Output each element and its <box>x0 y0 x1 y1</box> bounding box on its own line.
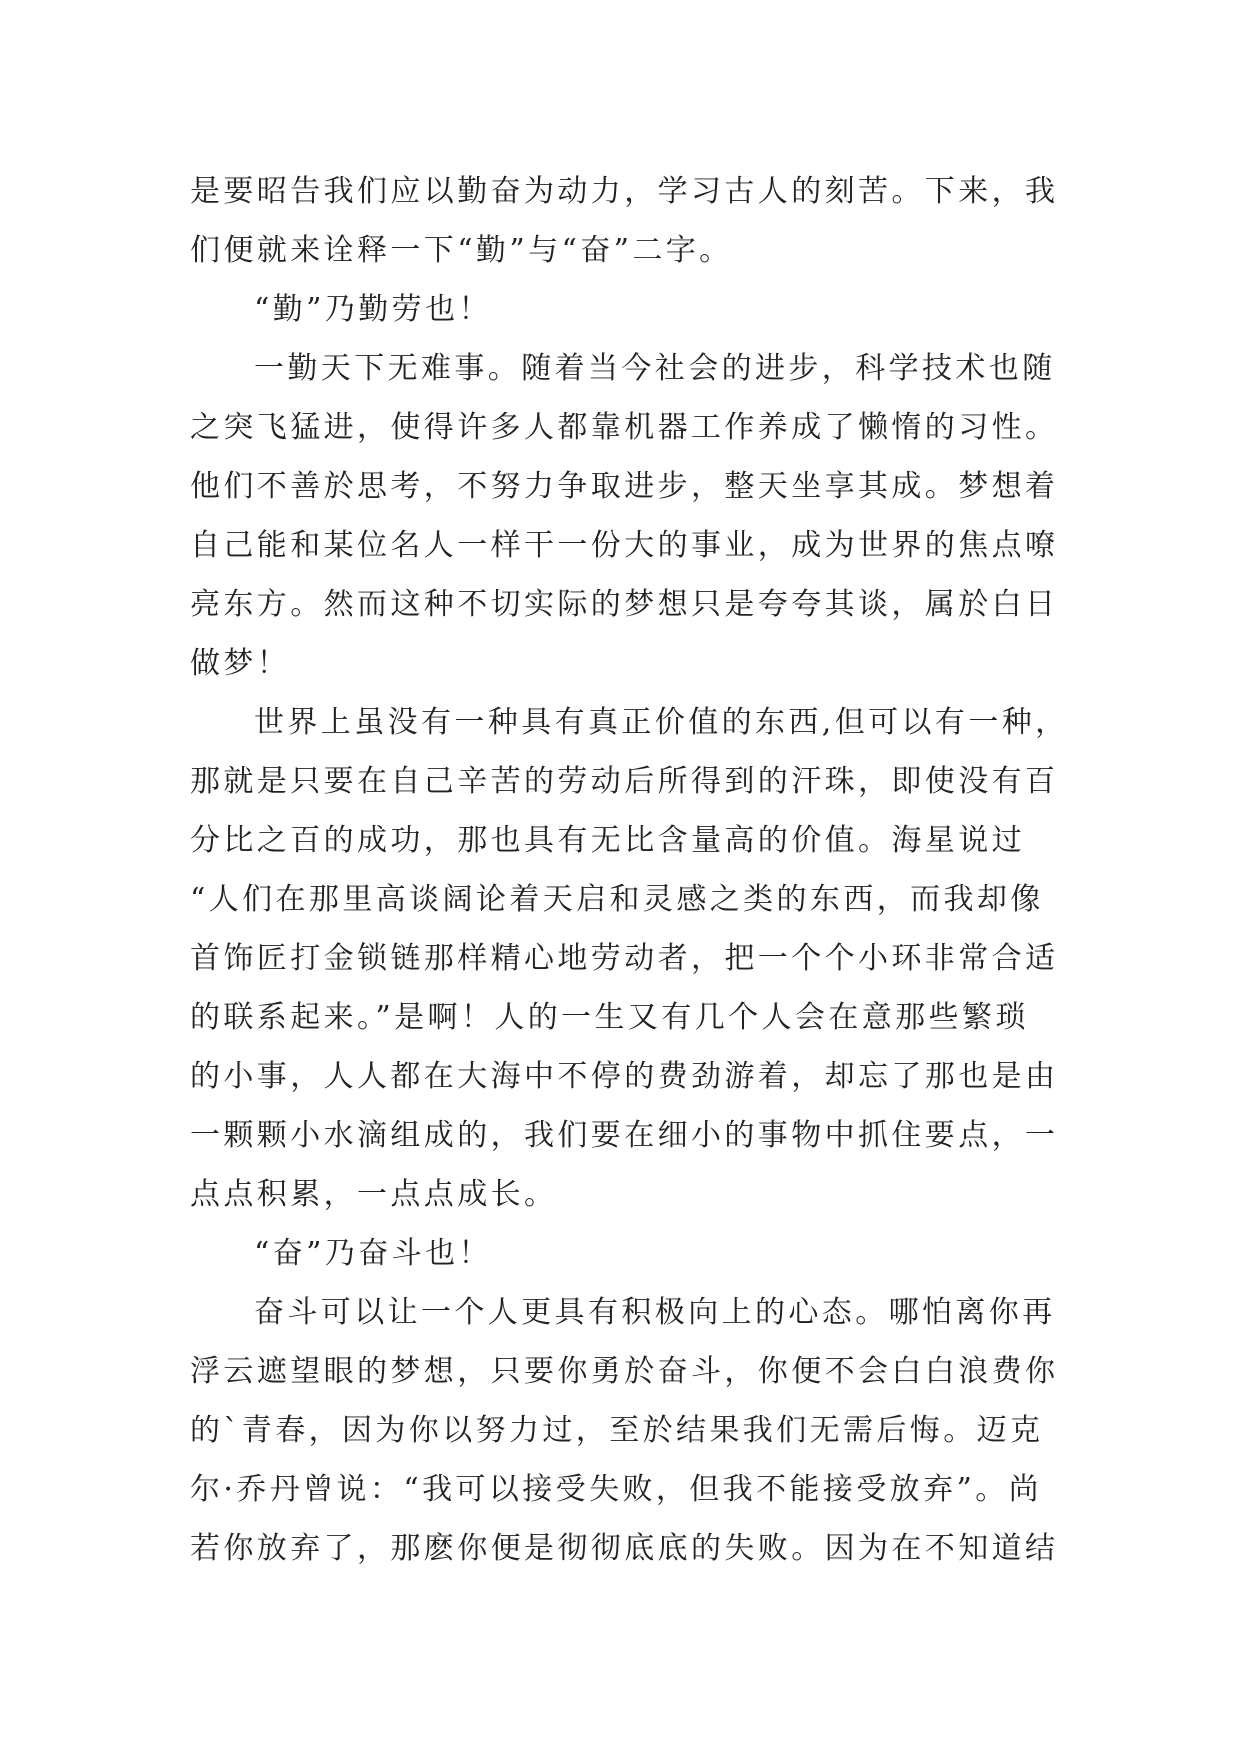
text-line: 是要昭告我们应以勤奋为动力，学习古人的刻苦。下来，我 <box>190 174 1059 209</box>
document-body <box>190 162 1069 1578</box>
text-line: “奋”乃奋斗也！ <box>254 1236 492 1271</box>
text-line: “人们在那里高谈阔论着天启和灵感之类的东西，而我却像 <box>190 882 1044 917</box>
text-line: 世界上虽没有一种具有真正价值的东西,但可以有一种， <box>254 705 1069 740</box>
text-line: 的`青春，因为你以努力过，至於结果我们无需后悔。迈克 <box>190 1413 1044 1448</box>
text-line: 分比之百的成功，那也具有无比含量高的价值。海星说过 <box>190 823 1025 858</box>
text-line: 们便就来诠释一下“勤”与“奋”二字。 <box>190 233 733 268</box>
text-line: 奋斗可以让一个人更具有积极向上的心态。哪怕离你再 <box>254 1295 1056 1330</box>
text-line: 亮东方。然而这种不切实际的梦想只是夸夸其谈，属於白日 <box>190 587 1059 622</box>
text-line: 那就是只要在自己辛苦的劳动后所得到的汗珠，即使没有百 <box>190 764 1059 799</box>
text-line: “勤”乃勤劳也！ <box>254 292 492 327</box>
text-line: 尔·乔丹曾说：“我可以接受失败，但我不能接受放弃”。尚 <box>190 1472 1043 1507</box>
text-line: 首饰匠打金锁链那样精心地劳动者，把一个个小环非常合适 <box>190 941 1059 976</box>
text-line: 的联系起来。”是啊！人的一生又有几个人会在意那些繁琐 <box>190 1000 1029 1035</box>
text-line: 他们不善於思考，不努力争取进步，整天坐享其成。梦想着 <box>190 469 1059 504</box>
text-line: 自己能和某位名人一样干一份大的事业，成为世界的焦点嘹 <box>190 528 1059 563</box>
text-line: 的小事，人人都在大海中不停的费劲游着，却忘了那也是由 <box>190 1059 1059 1094</box>
text-line: 做梦！ <box>190 646 291 681</box>
text-line: 点点积累，一点点成长。 <box>190 1177 558 1212</box>
text-line: 之突飞猛进，使得许多人都靠机器工作养成了懒惰的习性。 <box>190 410 1059 445</box>
text-line: 一颗颗小水滴组成的，我们要在细小的事物中抓住要点，一 <box>190 1118 1059 1153</box>
text-line: 一勤天下无难事。随着当今社会的进步，科学技术也随 <box>254 351 1056 386</box>
text-line: 浮云遮望眼的梦想，只要你勇於奋斗，你便不会白白浪费你 <box>190 1354 1059 1389</box>
text-line: 若你放弃了，那麽你便是彻彻底底的失败。因为在不知道结 <box>190 1531 1059 1566</box>
